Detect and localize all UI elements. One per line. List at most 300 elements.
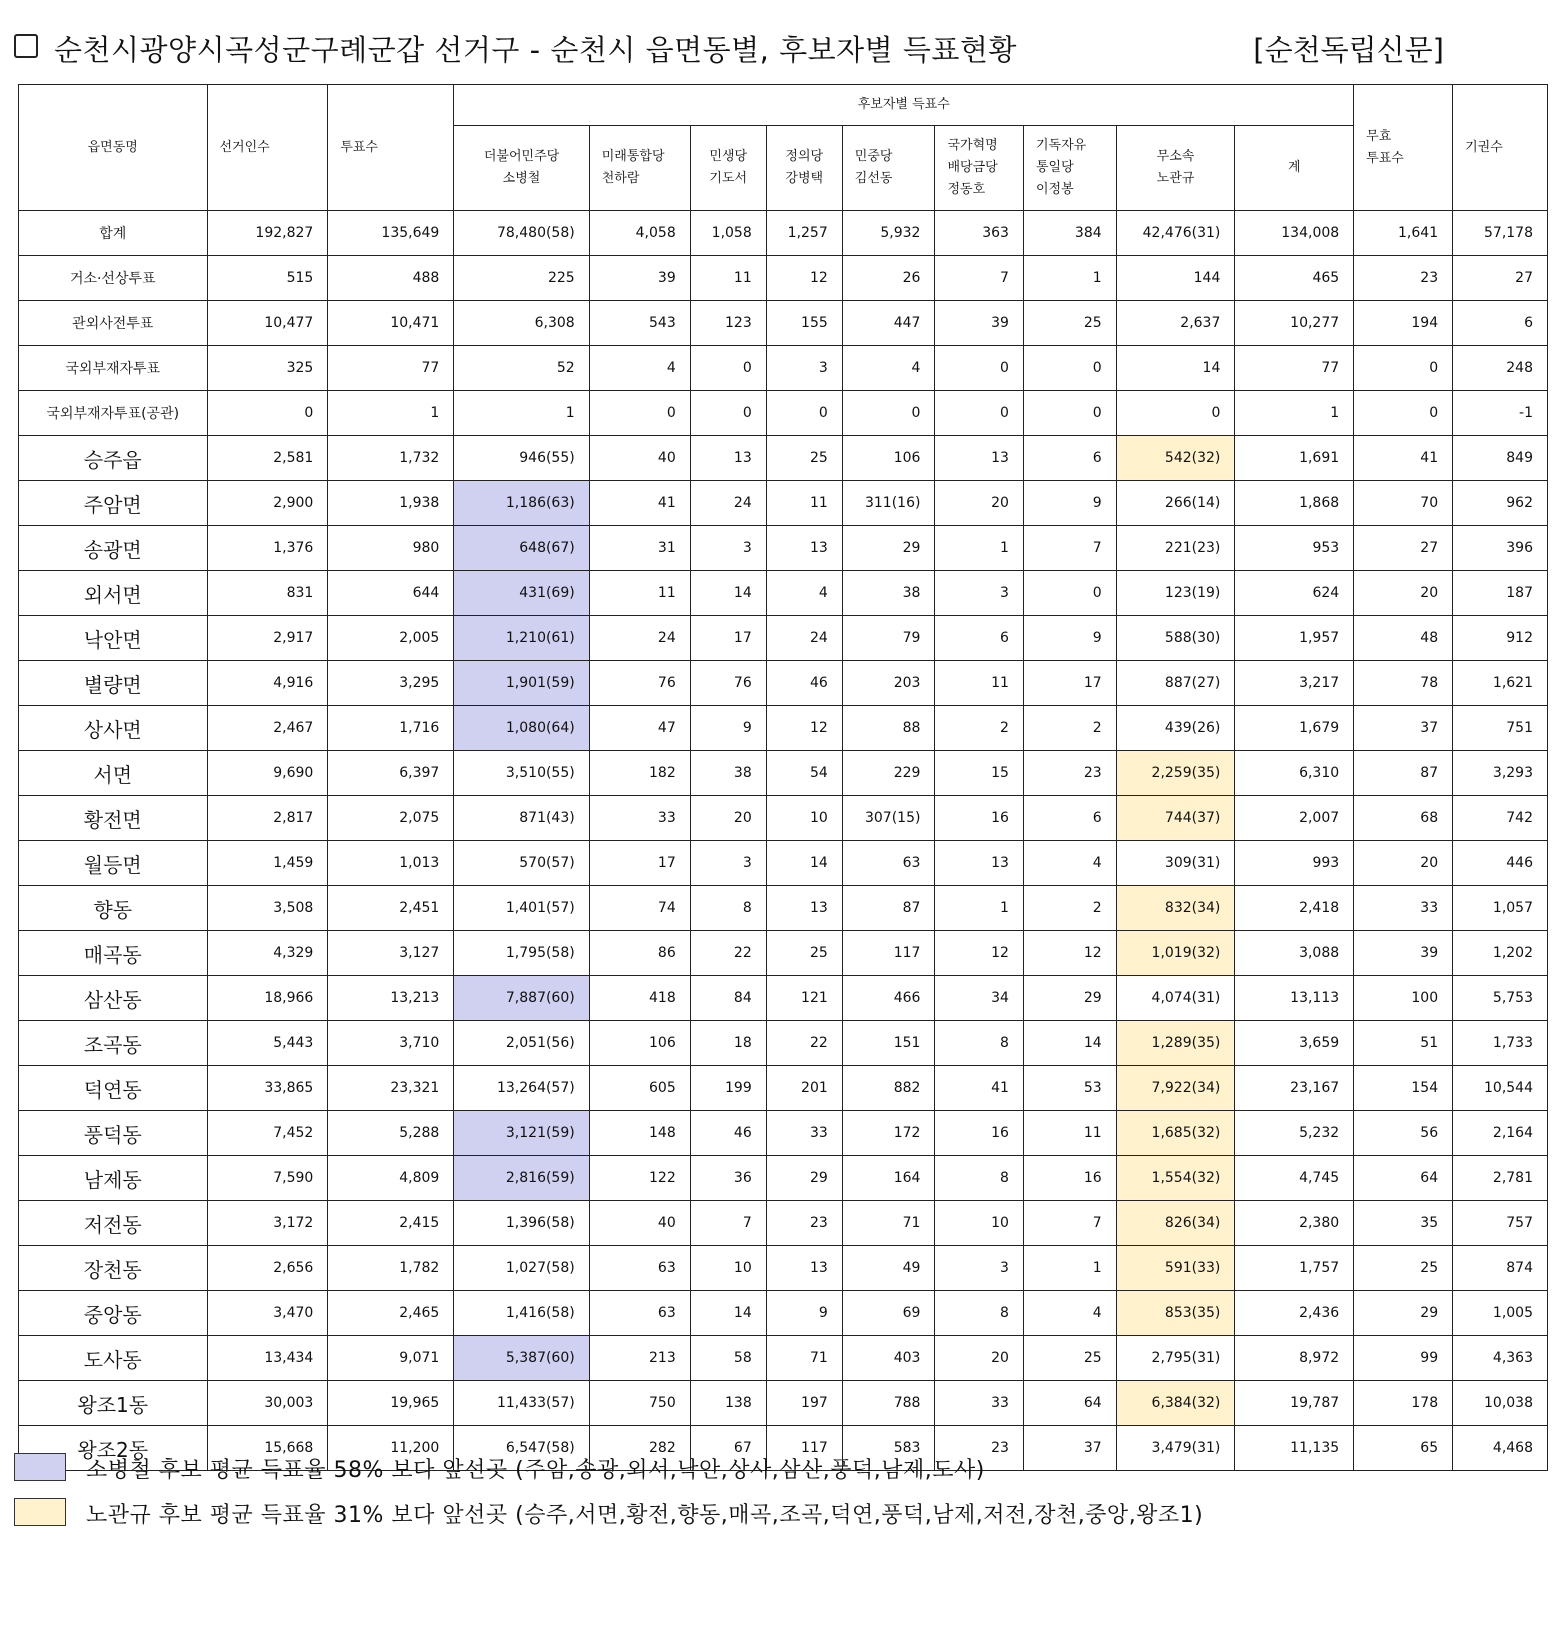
checkbox-icon[interactable] — [14, 34, 38, 58]
table-cell: 3,127 — [328, 931, 454, 976]
table-cell: 117 — [842, 931, 935, 976]
table-cell: 178 — [1354, 1381, 1453, 1426]
table-row — [19, 706, 1548, 751]
table-cell: 29 — [1023, 976, 1116, 1021]
table-cell: 1,459 — [207, 841, 328, 886]
table-cell: 3,293 — [1453, 751, 1548, 796]
table-cell: 1,716 — [328, 706, 454, 751]
table-cell: 40 — [589, 1201, 690, 1246]
table-cell: 4 — [842, 346, 935, 391]
table-cell: 447 — [842, 301, 935, 346]
table-cell: 23 — [1354, 256, 1453, 301]
table-row — [19, 211, 1548, 256]
table-cell: 221(23) — [1116, 526, 1235, 571]
table-cell: 197 — [766, 1381, 842, 1426]
table-cell: 33 — [935, 1381, 1024, 1426]
table-cell: 0 — [766, 391, 842, 436]
table-cell: 2,781 — [1453, 1156, 1548, 1201]
row-district-name: 월등면 — [19, 841, 208, 886]
table-cell: 831 — [207, 571, 328, 616]
table-cell: 7 — [1023, 1201, 1116, 1246]
table-cell: 10,477 — [207, 301, 328, 346]
table-cell: 15,668 — [207, 1426, 328, 1471]
table-cell: 1,957 — [1235, 616, 1354, 661]
table-cell: 1,019(32) — [1116, 931, 1235, 976]
table-cell: 5,753 — [1453, 976, 1548, 1021]
table-cell: 1,938 — [328, 481, 454, 526]
table-body — [19, 211, 1548, 1471]
table-cell: -1 — [1453, 391, 1548, 436]
table-cell: 77 — [328, 346, 454, 391]
table-cell: 1,013 — [328, 841, 454, 886]
table-cell: 1 — [935, 526, 1024, 571]
table-cell: 1,554(32) — [1116, 1156, 1235, 1201]
table-cell: 11 — [935, 661, 1024, 706]
table-cell: 0 — [690, 391, 766, 436]
table-cell: 29 — [766, 1156, 842, 1201]
table-cell: 5,288 — [328, 1111, 454, 1156]
table-cell: 1,202 — [1453, 931, 1548, 976]
table-cell: 71 — [842, 1201, 935, 1246]
table-cell: 106 — [842, 436, 935, 481]
table-row — [19, 256, 1548, 301]
table-cell: 0 — [935, 346, 1024, 391]
table-cell: 10 — [766, 796, 842, 841]
table-cell: 53 — [1023, 1066, 1116, 1111]
table-cell: 26 — [842, 256, 935, 301]
cand7-name: 이정봉 — [1035, 182, 1074, 197]
table-cell: 962 — [1453, 481, 1548, 526]
row-district-name: 국외부재자투표 — [19, 346, 208, 391]
table-cell: 13 — [766, 886, 842, 931]
table-cell: 2,817 — [207, 796, 328, 841]
table-cell: 4,074(31) — [1116, 976, 1235, 1021]
table-cell: 3,172 — [207, 1201, 328, 1246]
table-cell: 27 — [1354, 526, 1453, 571]
table-cell: 7 — [690, 1201, 766, 1246]
row-district-name: 별량면 — [19, 661, 208, 706]
table-cell: 12 — [935, 931, 1024, 976]
table-cell: 744(37) — [1116, 796, 1235, 841]
row-district-name: 도사동 — [19, 1336, 208, 1381]
row-district-name: 덕연동 — [19, 1066, 208, 1111]
table-cell: 2,164 — [1453, 1111, 1548, 1156]
table-cell: 1,901(59) — [454, 661, 589, 706]
cand4-party: 정의당 — [785, 149, 824, 164]
table-cell: 3 — [935, 571, 1024, 616]
table-cell: 17 — [589, 841, 690, 886]
table-cell: 1,289(35) — [1116, 1021, 1235, 1066]
table-cell: 384 — [1023, 211, 1116, 256]
cand2-name: 천하람 — [601, 171, 640, 186]
table-cell: 325 — [207, 346, 328, 391]
table-cell: 8 — [935, 1291, 1024, 1336]
table-cell: 24 — [690, 481, 766, 526]
table-cell: 13,113 — [1235, 976, 1354, 1021]
cand7-party2: 통일당 — [1035, 160, 1074, 175]
table-cell: 6,310 — [1235, 751, 1354, 796]
table-cell: 742 — [1453, 796, 1548, 841]
table-cell: 8,972 — [1235, 1336, 1354, 1381]
table-cell: 29 — [1354, 1291, 1453, 1336]
table-cell: 123(19) — [1116, 571, 1235, 616]
table-cell: 76 — [589, 661, 690, 706]
table-cell: 946(55) — [454, 436, 589, 481]
table-cell: 106 — [589, 1021, 690, 1066]
table-cell: 63 — [589, 1291, 690, 1336]
table-cell: 882 — [842, 1066, 935, 1111]
table-cell: 20 — [1354, 571, 1453, 616]
table-cell: 1,027(58) — [454, 1246, 589, 1291]
table-cell: 1,186(63) — [454, 481, 589, 526]
table-cell: 3,088 — [1235, 931, 1354, 976]
table-cell: 0 — [1023, 346, 1116, 391]
table-cell: 4,745 — [1235, 1156, 1354, 1201]
table-cell: 309(31) — [1116, 841, 1235, 886]
col-invalid-line2: 투표수 — [1366, 150, 1404, 166]
table-cell: 543 — [589, 301, 690, 346]
table-cell: 31 — [589, 526, 690, 571]
table-cell: 11,433(57) — [454, 1381, 589, 1426]
table-cell: 439(26) — [1116, 706, 1235, 751]
table-row — [19, 391, 1548, 436]
table-cell: 194 — [1354, 301, 1453, 346]
row-district-name: 외서면 — [19, 571, 208, 616]
table-cell: 6 — [1023, 436, 1116, 481]
table-cell: 154 — [1354, 1066, 1453, 1111]
table-cell: 52 — [454, 346, 589, 391]
table-cell: 64 — [1023, 1381, 1116, 1426]
table-cell: 20 — [935, 481, 1024, 526]
table-cell: 7,887(60) — [454, 976, 589, 1021]
table-cell: 953 — [1235, 526, 1354, 571]
table-cell: 48 — [1354, 616, 1453, 661]
table-cell: 1,733 — [1453, 1021, 1548, 1066]
table-cell: 588(30) — [1116, 616, 1235, 661]
table-cell: 38 — [690, 751, 766, 796]
table-cell: 49 — [842, 1246, 935, 1291]
table-row — [19, 1381, 1548, 1426]
table-cell: 4,916 — [207, 661, 328, 706]
col-cand6 — [935, 126, 1024, 211]
table-cell: 2,418 — [1235, 886, 1354, 931]
table-cell: 2,816(59) — [454, 1156, 589, 1201]
table-cell: 591(33) — [1116, 1246, 1235, 1291]
table-cell: 10,277 — [1235, 301, 1354, 346]
table-cell: 13,434 — [207, 1336, 328, 1381]
table-cell: 47 — [589, 706, 690, 751]
table-cell: 624 — [1235, 571, 1354, 616]
table-cell: 69 — [842, 1291, 935, 1336]
table-cell: 225 — [454, 256, 589, 301]
cand3-name: 기도서 — [709, 171, 748, 186]
cand3-party: 민생당 — [709, 149, 748, 164]
table-cell: 6,308 — [454, 301, 589, 346]
table-cell: 4 — [1023, 1291, 1116, 1336]
table-cell: 33 — [589, 796, 690, 841]
table-cell: 11 — [1023, 1111, 1116, 1156]
table-cell: 87 — [842, 886, 935, 931]
table-cell: 6,397 — [328, 751, 454, 796]
table-cell: 874 — [1453, 1246, 1548, 1291]
table-cell: 41 — [1354, 436, 1453, 481]
table-cell: 1,795(58) — [454, 931, 589, 976]
table-cell: 63 — [842, 841, 935, 886]
cand4-name: 강병택 — [785, 171, 824, 186]
table-cell: 9,071 — [328, 1336, 454, 1381]
table-cell: 466 — [842, 976, 935, 1021]
table-cell: 2 — [1023, 706, 1116, 751]
table-cell: 14 — [1116, 346, 1235, 391]
cand5-name: 김선동 — [854, 171, 893, 186]
table-cell: 446 — [1453, 841, 1548, 886]
table-row — [19, 1111, 1548, 1156]
table-cell: 8 — [935, 1021, 1024, 1066]
table-cell: 1,621 — [1453, 661, 1548, 706]
table-cell: 122 — [589, 1156, 690, 1201]
table-cell: 99 — [1354, 1336, 1453, 1381]
table-row — [19, 931, 1548, 976]
col-ballots: 투표수 — [328, 85, 454, 211]
table-cell: 12 — [766, 256, 842, 301]
cand8-party: 무소속 — [1156, 149, 1195, 164]
table-cell: 135,649 — [328, 211, 454, 256]
table-row — [19, 571, 1548, 616]
col-candidate-group: 후보자별 득표수 — [454, 85, 1354, 126]
table-row — [19, 1201, 1548, 1246]
table-cell: 19,787 — [1235, 1381, 1354, 1426]
table-cell: 6 — [1023, 796, 1116, 841]
table-cell: 5,443 — [207, 1021, 328, 1066]
table-cell: 172 — [842, 1111, 935, 1156]
table-cell: 0 — [207, 391, 328, 436]
table-cell: 4 — [766, 571, 842, 616]
table-cell: 14 — [766, 841, 842, 886]
row-district-name: 풍덕동 — [19, 1111, 208, 1156]
table-cell: 12 — [1023, 931, 1116, 976]
table-cell: 7,590 — [207, 1156, 328, 1201]
table-cell: 182 — [589, 751, 690, 796]
col-electors: 선거인수 — [207, 85, 328, 211]
table-cell: 1,396(58) — [454, 1201, 589, 1246]
table-cell: 3 — [935, 1246, 1024, 1291]
col-district: 읍면동명 — [19, 85, 208, 211]
table-cell: 79 — [842, 616, 935, 661]
table-cell: 1 — [1023, 1246, 1116, 1291]
table-cell: 23 — [935, 1426, 1024, 1471]
table-cell: 36 — [690, 1156, 766, 1201]
table-cell: 11,135 — [1235, 1426, 1354, 1471]
table-cell: 54 — [766, 751, 842, 796]
table-cell: 11 — [690, 256, 766, 301]
table-cell: 1,416(58) — [454, 1291, 589, 1336]
table-row — [19, 301, 1548, 346]
legend-yellow — [14, 1498, 1534, 1530]
table-cell: 201 — [766, 1066, 842, 1111]
table-cell: 14 — [690, 571, 766, 616]
table-row — [19, 616, 1548, 661]
table-cell: 68 — [1354, 796, 1453, 841]
table-cell: 3 — [690, 526, 766, 571]
col-cand3 — [690, 126, 766, 211]
table-cell: 6 — [935, 616, 1024, 661]
table-cell: 25 — [766, 436, 842, 481]
table-cell: 42,476(31) — [1116, 211, 1235, 256]
col-cand5 — [842, 126, 935, 211]
table-cell: 757 — [1453, 1201, 1548, 1246]
table-cell: 1,641 — [1354, 211, 1453, 256]
table-cell: 3 — [766, 346, 842, 391]
row-district-name: 거소·선상투표 — [19, 256, 208, 301]
table-cell: 46 — [766, 661, 842, 706]
table-cell: 71 — [766, 1336, 842, 1381]
table-cell: 33 — [1354, 886, 1453, 931]
table-cell: 16 — [935, 796, 1024, 841]
table-cell: 1,732 — [328, 436, 454, 481]
table-cell: 29 — [842, 526, 935, 571]
table-cell: 78 — [1354, 661, 1453, 706]
table-cell: 100 — [1354, 976, 1453, 1021]
table-cell: 0 — [1354, 346, 1453, 391]
table-cell: 199 — [690, 1066, 766, 1111]
table-cell: 644 — [328, 571, 454, 616]
table-cell: 2 — [935, 706, 1024, 751]
table-cell: 1,782 — [328, 1246, 454, 1291]
table-cell: 155 — [766, 301, 842, 346]
table-cell: 38 — [842, 571, 935, 616]
table-cell: 2,900 — [207, 481, 328, 526]
table-cell: 605 — [589, 1066, 690, 1111]
table-cell: 35 — [1354, 1201, 1453, 1246]
table-cell: 403 — [842, 1336, 935, 1381]
table-cell: 77 — [1235, 346, 1354, 391]
table-cell: 2,465 — [328, 1291, 454, 1336]
table-cell: 18 — [690, 1021, 766, 1066]
table-cell: 515 — [207, 256, 328, 301]
table-cell: 2,451 — [328, 886, 454, 931]
table-cell: 0 — [1354, 391, 1453, 436]
row-district-name: 국외부재자투표(공관) — [19, 391, 208, 436]
table-cell: 0 — [1023, 391, 1116, 436]
table-cell: 2,436 — [1235, 1291, 1354, 1336]
table-cell: 229 — [842, 751, 935, 796]
table-cell: 5,232 — [1235, 1111, 1354, 1156]
table-row — [19, 1156, 1548, 1201]
table-cell: 465 — [1235, 256, 1354, 301]
col-cand8 — [1116, 126, 1235, 211]
table-cell: 86 — [589, 931, 690, 976]
table-cell: 832(34) — [1116, 886, 1235, 931]
table-cell: 58 — [690, 1336, 766, 1381]
table-row — [19, 1291, 1548, 1336]
table-cell: 0 — [1116, 391, 1235, 436]
table-row — [19, 751, 1548, 796]
table-cell: 187 — [1453, 571, 1548, 616]
table-cell: 266(14) — [1116, 481, 1235, 526]
source-label: [순천독립신문] — [1253, 33, 1444, 67]
results-table — [18, 84, 1548, 1471]
col-cand4 — [766, 126, 842, 211]
table-cell: 39 — [1354, 931, 1453, 976]
table-cell: 980 — [328, 526, 454, 571]
row-district-name: 매곡동 — [19, 931, 208, 976]
table-cell: 22 — [766, 1021, 842, 1066]
cand6-name: 정동호 — [947, 182, 986, 197]
table-cell: 33 — [766, 1111, 842, 1156]
table-cell: 2,007 — [1235, 796, 1354, 841]
table-cell: 10 — [690, 1246, 766, 1291]
table-cell: 5,387(60) — [454, 1336, 589, 1381]
table-cell: 9 — [1023, 616, 1116, 661]
table-cell: 570(57) — [454, 841, 589, 886]
table-cell: 1,257 — [766, 211, 842, 256]
table-cell: 9 — [690, 706, 766, 751]
row-district-name: 승주읍 — [19, 436, 208, 481]
table-cell: 1,058 — [690, 211, 766, 256]
table-cell: 10,471 — [328, 301, 454, 346]
table-cell: 13,264(57) — [454, 1066, 589, 1111]
table-cell: 41 — [589, 481, 690, 526]
table-cell: 117 — [766, 1426, 842, 1471]
table-row — [19, 346, 1548, 391]
table-cell: 10 — [935, 1201, 1024, 1246]
table-cell: 3,470 — [207, 1291, 328, 1336]
table-cell: 67 — [690, 1426, 766, 1471]
table-cell: 853(35) — [1116, 1291, 1235, 1336]
table-cell: 27 — [1453, 256, 1548, 301]
row-district-name: 장천동 — [19, 1246, 208, 1291]
table-cell: 74 — [589, 886, 690, 931]
table-cell: 121 — [766, 976, 842, 1021]
table-cell: 51 — [1354, 1021, 1453, 1066]
table-cell: 1,210(61) — [454, 616, 589, 661]
row-district-name: 황전면 — [19, 796, 208, 841]
table-cell: 10,038 — [1453, 1381, 1548, 1426]
row-district-name: 남제동 — [19, 1156, 208, 1201]
table-cell: 6,384(32) — [1116, 1381, 1235, 1426]
table-cell: 2,917 — [207, 616, 328, 661]
table-cell: 13 — [766, 1246, 842, 1291]
table-cell: 1,679 — [1235, 706, 1354, 751]
row-district-name: 상사면 — [19, 706, 208, 751]
cand8-name: 노관규 — [1156, 171, 1195, 186]
table-cell: 3,510(55) — [454, 751, 589, 796]
table-cell: 9 — [766, 1291, 842, 1336]
table-cell: 2,051(56) — [454, 1021, 589, 1066]
table-cell: 41 — [935, 1066, 1024, 1111]
table-cell: 1,691 — [1235, 436, 1354, 481]
table-cell: 25 — [1023, 1336, 1116, 1381]
table-row — [19, 976, 1548, 1021]
table-cell: 3,508 — [207, 886, 328, 931]
table-cell: 11 — [589, 571, 690, 616]
table-cell: 5,932 — [842, 211, 935, 256]
table-cell: 4,058 — [589, 211, 690, 256]
table-cell: 488 — [328, 256, 454, 301]
table-cell: 3,217 — [1235, 661, 1354, 706]
table-row — [19, 1336, 1548, 1381]
table-cell: 37 — [1354, 706, 1453, 751]
table-cell: 84 — [690, 976, 766, 1021]
table-cell: 25 — [1354, 1246, 1453, 1291]
table-row — [19, 1246, 1548, 1291]
table-cell: 750 — [589, 1381, 690, 1426]
table-cell: 3 — [690, 841, 766, 886]
table-cell: 2,259(35) — [1116, 751, 1235, 796]
col-total: 계 — [1235, 126, 1354, 211]
table-cell: 134,008 — [1235, 211, 1354, 256]
table-cell: 1,757 — [1235, 1246, 1354, 1291]
